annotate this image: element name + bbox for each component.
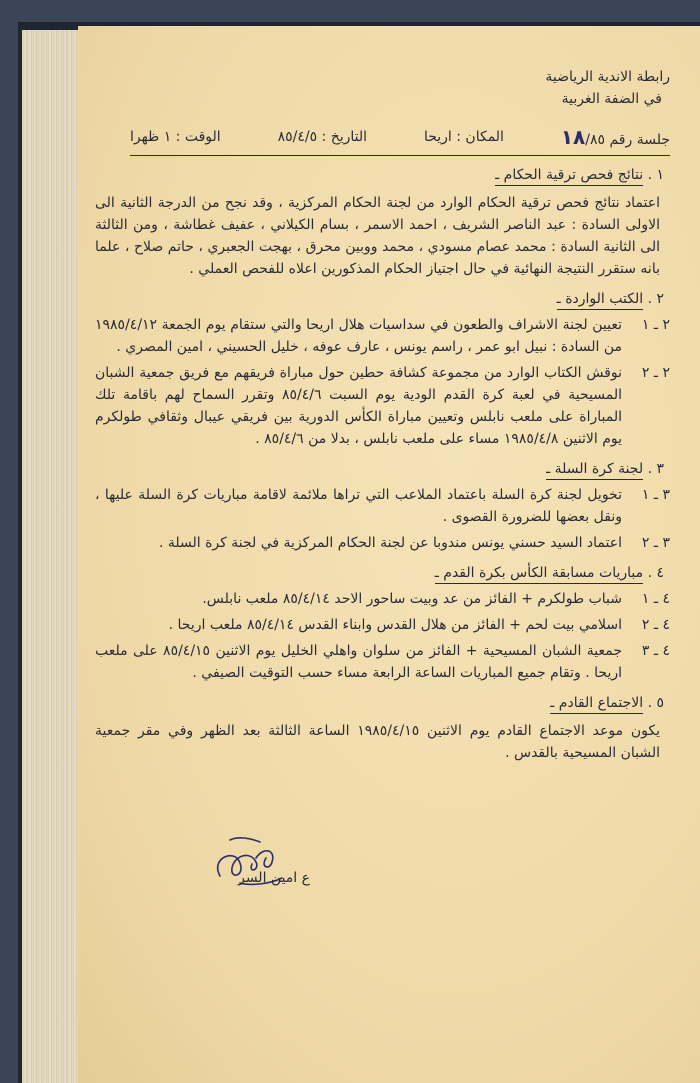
item-index: ٢ ـ ٢ <box>641 365 670 381</box>
list-item <box>95 362 670 450</box>
item-text: اعتماد السيد حسني يونس مندوبا عن لجنة الحكام المركزية في لجنة كرة السلة . <box>158 535 622 551</box>
item-index: ٢ ـ ١ <box>641 317 670 333</box>
item-text: اسلامي بيت لحم + الفائز من هلال القدس وابناء القدس ٨٥/٤/١٤ ملعب اريحا . <box>168 617 622 633</box>
section-title: الاجتماع القادم ـ <box>550 695 643 714</box>
list-item <box>95 614 670 636</box>
session-time: الوقت : ١ ظهرا <box>130 129 221 145</box>
section-2 <box>95 288 670 450</box>
list-item <box>95 532 670 554</box>
letterhead <box>95 66 670 110</box>
item-text: نوقش الكتاب الوارد من مجموعة كشافة حطين حول مباراة فريقهم مع فريق جمعية الشبان المسيحية في لعبة كرة القدم الودية يوم السبت ٨٥/٤/٦ وتقرر السماح لهم باقامة تلك المباراة على ملعب نابلس وتعيين مباراة الكأس الدورية بين فريقي عيبال وثقافي طولكرم يوم الاثنين ١٩٨٥/٤/٨ مساء على ملعب نابلس ، بدلا من ٨٥/٤/٦ . <box>95 365 622 447</box>
session-number: ١٨ <box>560 125 586 149</box>
signatory-name: ع امين السر <box>238 870 310 886</box>
section-number: ٢ . <box>647 291 664 307</box>
item-index: ٣ ـ ٢ <box>641 535 670 551</box>
section-1 <box>95 164 670 280</box>
section-paragraph: اعتماد نتائج فحص ترقية الحكام الوارد من لجنة الحكام المركزية ، وقد نجح من الدرجة الثانية الى الاولى السادة : عبد الناصر الشريف ، احمد الاسمر ، بسام الكيلاني ، عفيف غطاشة ، ومن الثالثة الى الثانية السادة : محمد عصام مسودي ، محمد ووبين محرق ، بهجت الجعبري ، حاتم صلاح ، علما بانه ستقرر النتيجة النهائية في حال اجتياز الحكام المذكورين اعلاه للفحص العملي . <box>95 195 660 277</box>
section-number: ١ . <box>647 167 664 183</box>
page-edges <box>22 30 82 1083</box>
session-date: التاريخ : ٨٥/٤/٥ <box>277 129 368 145</box>
list-item <box>95 588 670 610</box>
minutes-document <box>95 60 670 860</box>
section-title: نتائج فحص ترقية الحكام ـ <box>495 167 643 186</box>
list-item <box>95 484 670 528</box>
section-3 <box>95 458 670 554</box>
section-title: لجنة كرة السلة ـ <box>546 461 643 480</box>
item-text: جمعية الشبان المسيحية + الفائز من سلوان واهلي الخليل يوم الاثنين ٨٥/٤/١٥ على ملعب اريحا . وتقام جميع المباريات الساعة الرابعة مساء حسب التوقيت الصيفي . <box>95 643 622 681</box>
item-index: ٤ ـ ٣ <box>641 643 670 659</box>
section-4 <box>95 562 670 684</box>
section-number: ٣ . <box>647 461 664 477</box>
item-index: ٤ ـ ٢ <box>641 617 670 633</box>
item-index: ٤ ـ ١ <box>641 591 670 607</box>
org-region: في الضفة الغربية <box>561 91 662 107</box>
session-place: المكان : اريحا <box>423 129 504 145</box>
list-item <box>95 640 670 684</box>
session-label: جلسة رقم <box>609 132 670 148</box>
item-text: شباب طولكرم + الفائز من عد وبيت ساحور الاحد ٨٥/٤/١٤ ملعب نابلس. <box>202 591 622 607</box>
section-title: الكتب الواردة ـ <box>557 291 643 310</box>
session-number-group <box>561 126 670 151</box>
list-item <box>95 314 670 358</box>
section-number: ٥ . <box>647 695 664 711</box>
item-text: تعيين لجنة الاشراف والطعون في سداسيات هلال اريحا والتي ستقام يوم الجمعة ١٩٨٥/٤/١٢ من السادة : نبيل ابو عمر ، راسم يونس ، عارف عوفه ، خليل الحسيني ، امين المصري . <box>95 317 622 355</box>
item-text: تخويل لجنة كرة السلة باعتماد الملاعب التي تراها ملائمة لاقامة مباريات كرة السلة عليها ، ونقل بعضها للضرورة القصوى . <box>95 487 622 525</box>
section-title: مباريات مسابقة الكأس بكرة القدم ـ <box>435 565 643 584</box>
session-year: /٨٥ <box>585 132 606 148</box>
section-5 <box>95 692 670 764</box>
item-index: ٣ ـ ١ <box>641 487 670 503</box>
section-paragraph: يكون موعد الاجتماع القادم يوم الاثنين ١٩٨٥/٤/١٥ الساعة الثالثة بعد الظهر وفي مقر جمعية الشبان المسيحية بالقدس . <box>95 723 660 761</box>
section-number: ٤ . <box>647 565 664 581</box>
session-info <box>130 126 670 156</box>
org-name: رابطة الاندية الرياضية <box>545 69 670 85</box>
